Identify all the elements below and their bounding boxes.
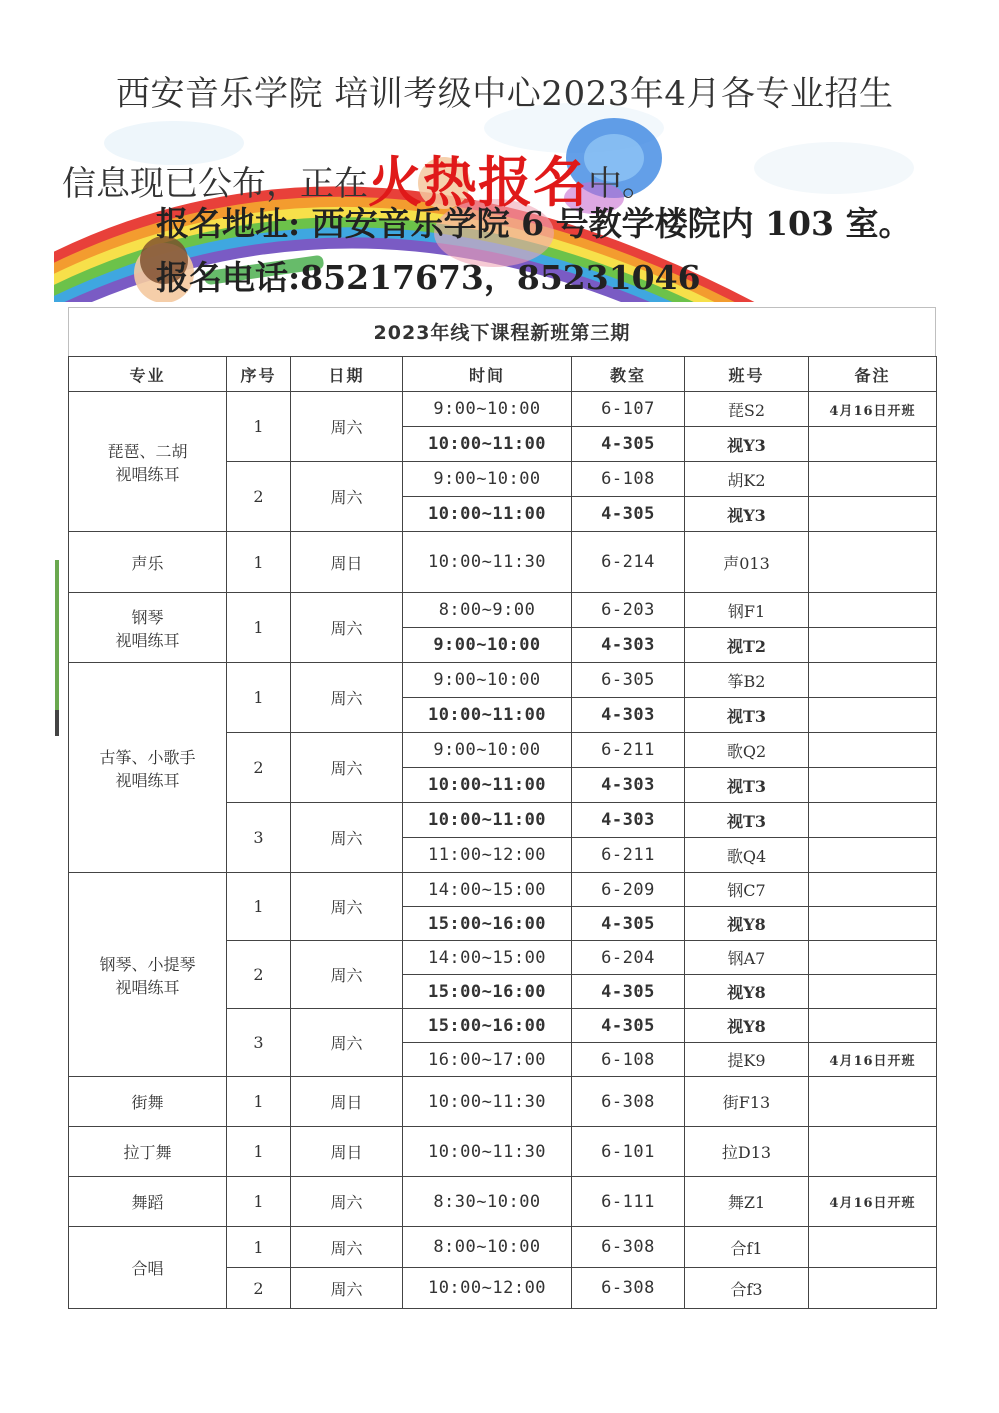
cell-day: 周六 [291, 593, 403, 663]
cell-major: 舞蹈 [69, 1177, 227, 1227]
cell-time: 10:00~11:30 [403, 532, 572, 593]
header-major: 专业 [69, 357, 227, 392]
cell-class: 视T3 [685, 803, 809, 838]
cell-room: 4-303 [572, 628, 685, 663]
cell-room: 4-305 [572, 1009, 685, 1043]
cell-day: 周六 [291, 663, 403, 733]
announcement-line-2-post: 中。 [588, 164, 656, 204]
cell-class: 歌Q4 [685, 838, 809, 873]
cell-time: 10:00~11:30 [403, 1127, 572, 1177]
cell-time: 10:00~12:00 [403, 1268, 572, 1309]
cell-no: 1 [227, 1177, 291, 1227]
cell-major: 钢琴、小提琴 视唱练耳 [69, 873, 227, 1077]
cell-class: 钢A7 [685, 941, 809, 975]
cell-time: 10:00~11:00 [403, 427, 572, 462]
cell-no: 1 [227, 1127, 291, 1177]
cell-room: 4-305 [572, 497, 685, 532]
cell-day: 周六 [291, 873, 403, 941]
table-row [69, 1177, 937, 1227]
cell-no: 2 [227, 941, 291, 1009]
cell-no: 1 [227, 1077, 291, 1127]
cell-day: 周日 [291, 532, 403, 593]
cell-time: 15:00~16:00 [403, 1009, 572, 1043]
cell-no: 1 [227, 532, 291, 593]
cell-room: 6-211 [572, 838, 685, 873]
cell-day: 周六 [291, 1177, 403, 1227]
cell-time: 9:00~10:00 [403, 462, 572, 497]
cell-note [809, 803, 937, 838]
cell-room: 6-209 [572, 873, 685, 907]
cell-room: 6-308 [572, 1077, 685, 1127]
cell-note: 4月16日开班 [809, 1177, 937, 1227]
cell-major: 钢琴 视唱练耳 [69, 593, 227, 663]
hot-registration-text: 火热报名 [368, 150, 588, 214]
cell-class: 胡K2 [685, 462, 809, 497]
table-title: 2023年线下课程新班第三期 [68, 307, 936, 356]
cell-no: 1 [227, 593, 291, 663]
table-row [69, 532, 937, 593]
cell-day: 周六 [291, 462, 403, 532]
cell-class: 视T2 [685, 628, 809, 663]
cell-class: 琵S2 [685, 392, 809, 427]
cell-room: 4-303 [572, 803, 685, 838]
cell-room: 4-303 [572, 768, 685, 803]
cell-major: 古筝、小歌手 视唱练耳 [69, 663, 227, 873]
cell-day: 周六 [291, 1009, 403, 1077]
cell-class: 视T3 [685, 698, 809, 733]
cell-room: 6-308 [572, 1227, 685, 1268]
cell-class: 视Y8 [685, 975, 809, 1009]
cell-day: 周六 [291, 1268, 403, 1309]
cell-time: 8:00~9:00 [403, 593, 572, 628]
cell-time: 10:00~11:30 [403, 1077, 572, 1127]
cell-time: 9:00~10:00 [403, 733, 572, 768]
cell-no: 1 [227, 663, 291, 733]
table-row [69, 1227, 937, 1268]
cell-day: 周六 [291, 1227, 403, 1268]
cell-note [809, 1268, 937, 1309]
cell-room: 6-203 [572, 593, 685, 628]
cell-time: 15:00~16:00 [403, 975, 572, 1009]
side-decoration [55, 560, 59, 736]
cell-time: 9:00~10:00 [403, 628, 572, 663]
cell-note [809, 733, 937, 768]
cell-no: 1 [227, 873, 291, 941]
cell-class: 合f1 [685, 1227, 809, 1268]
cell-room: 4-305 [572, 427, 685, 462]
cell-time: 16:00~17:00 [403, 1043, 572, 1077]
cell-time: 10:00~11:00 [403, 497, 572, 532]
cell-note [809, 593, 937, 628]
cell-room: 6-108 [572, 462, 685, 497]
header-class: 班号 [685, 357, 809, 392]
header-no: 序号 [227, 357, 291, 392]
cell-class: 声013 [685, 532, 809, 593]
cell-room: 4-305 [572, 907, 685, 941]
cell-class: 视Y3 [685, 497, 809, 532]
cell-day: 周日 [291, 1127, 403, 1177]
cell-no: 2 [227, 733, 291, 803]
cell-day: 周六 [291, 392, 403, 462]
cell-class: 舞Z1 [685, 1177, 809, 1227]
cell-note [809, 1127, 937, 1177]
cell-class: 拉D13 [685, 1127, 809, 1177]
cell-no: 2 [227, 1268, 291, 1309]
cell-room: 6-107 [572, 392, 685, 427]
cell-no: 1 [227, 392, 291, 462]
table-row [69, 593, 937, 628]
cell-major: 街舞 [69, 1077, 227, 1127]
cell-note [809, 1077, 937, 1127]
cell-note: 4月16日开班 [809, 392, 937, 427]
cell-note [809, 975, 937, 1009]
cell-no: 3 [227, 803, 291, 873]
table-row [69, 873, 937, 907]
cell-room: 6-214 [572, 532, 685, 593]
header-day: 日期 [291, 357, 403, 392]
table-body [69, 392, 937, 1309]
table-row [69, 392, 937, 427]
cell-class: 钢C7 [685, 873, 809, 907]
cell-note [809, 462, 937, 497]
cell-note [809, 532, 937, 593]
cell-major: 合唱 [69, 1227, 227, 1309]
cell-time: 11:00~12:00 [403, 838, 572, 873]
announcement-line-1: 西安音乐学院 培训考级中心2023年4月各专业招生 [116, 74, 894, 114]
cell-class: 合f3 [685, 1268, 809, 1309]
cell-time: 9:00~10:00 [403, 663, 572, 698]
cell-class: 视Y8 [685, 907, 809, 941]
cell-no: 3 [227, 1009, 291, 1077]
cell-class: 提K9 [685, 1043, 809, 1077]
cell-time: 8:00~10:00 [403, 1227, 572, 1268]
cell-class: 歌Q2 [685, 733, 809, 768]
cell-time: 14:00~15:00 [403, 941, 572, 975]
cell-room: 4-303 [572, 698, 685, 733]
cell-class: 视Y8 [685, 1009, 809, 1043]
registration-address: 报名地址: 西安音乐学院 6 号教学楼院内 103 室。 [156, 204, 912, 243]
cell-note [809, 1009, 937, 1043]
cell-time: 9:00~10:00 [403, 392, 572, 427]
cell-time: 14:00~15:00 [403, 873, 572, 907]
cell-room: 6-101 [572, 1127, 685, 1177]
schedule-table [68, 356, 937, 1309]
cell-note [809, 941, 937, 975]
cell-class: 钢F1 [685, 593, 809, 628]
cell-note [809, 768, 937, 803]
cell-note [809, 1227, 937, 1268]
cell-room: 6-305 [572, 663, 685, 698]
header-room: 教室 [572, 357, 685, 392]
header-time: 时间 [403, 357, 572, 392]
cell-class: 街F13 [685, 1077, 809, 1127]
cell-time: 15:00~16:00 [403, 907, 572, 941]
cell-day: 周六 [291, 733, 403, 803]
cell-room: 6-108 [572, 1043, 685, 1077]
cell-room: 6-308 [572, 1268, 685, 1309]
cell-room: 6-211 [572, 733, 685, 768]
cell-day: 周六 [291, 941, 403, 1009]
registration-phone: 报名电话:85217673，85231046 [156, 258, 701, 297]
cell-class: 视Y3 [685, 427, 809, 462]
table-row [69, 1127, 937, 1177]
cell-note [809, 907, 937, 941]
announcement-line-2-pre: 信息现已公布，正在 [62, 164, 368, 204]
cell-note [809, 427, 937, 462]
cell-room: 6-111 [572, 1177, 685, 1227]
cell-no: 1 [227, 1227, 291, 1268]
cell-note: 4月16日开班 [809, 1043, 937, 1077]
table-row [69, 1077, 937, 1127]
cell-time: 10:00~11:00 [403, 803, 572, 838]
cell-major: 声乐 [69, 532, 227, 593]
cell-day: 周六 [291, 803, 403, 873]
cell-room: 6-204 [572, 941, 685, 975]
header-note: 备注 [809, 357, 937, 392]
cell-room: 4-305 [572, 975, 685, 1009]
cell-note [809, 497, 937, 532]
cell-no: 2 [227, 462, 291, 532]
table-header-row [69, 357, 937, 392]
cell-note [809, 873, 937, 907]
schedule-table-wrapper [68, 307, 936, 1309]
cell-time: 8:30~10:00 [403, 1177, 572, 1227]
cell-class: 视T3 [685, 768, 809, 803]
table-row [69, 663, 937, 698]
cell-major: 琵琶、二胡 视唱练耳 [69, 392, 227, 532]
cell-note [809, 838, 937, 873]
cell-note [809, 628, 937, 663]
cell-class: 筝B2 [685, 663, 809, 698]
cell-major: 拉丁舞 [69, 1127, 227, 1177]
cell-time: 10:00~11:00 [403, 768, 572, 803]
cell-day: 周日 [291, 1077, 403, 1127]
cell-time: 10:00~11:00 [403, 698, 572, 733]
cell-note [809, 663, 937, 698]
cell-note [809, 698, 937, 733]
